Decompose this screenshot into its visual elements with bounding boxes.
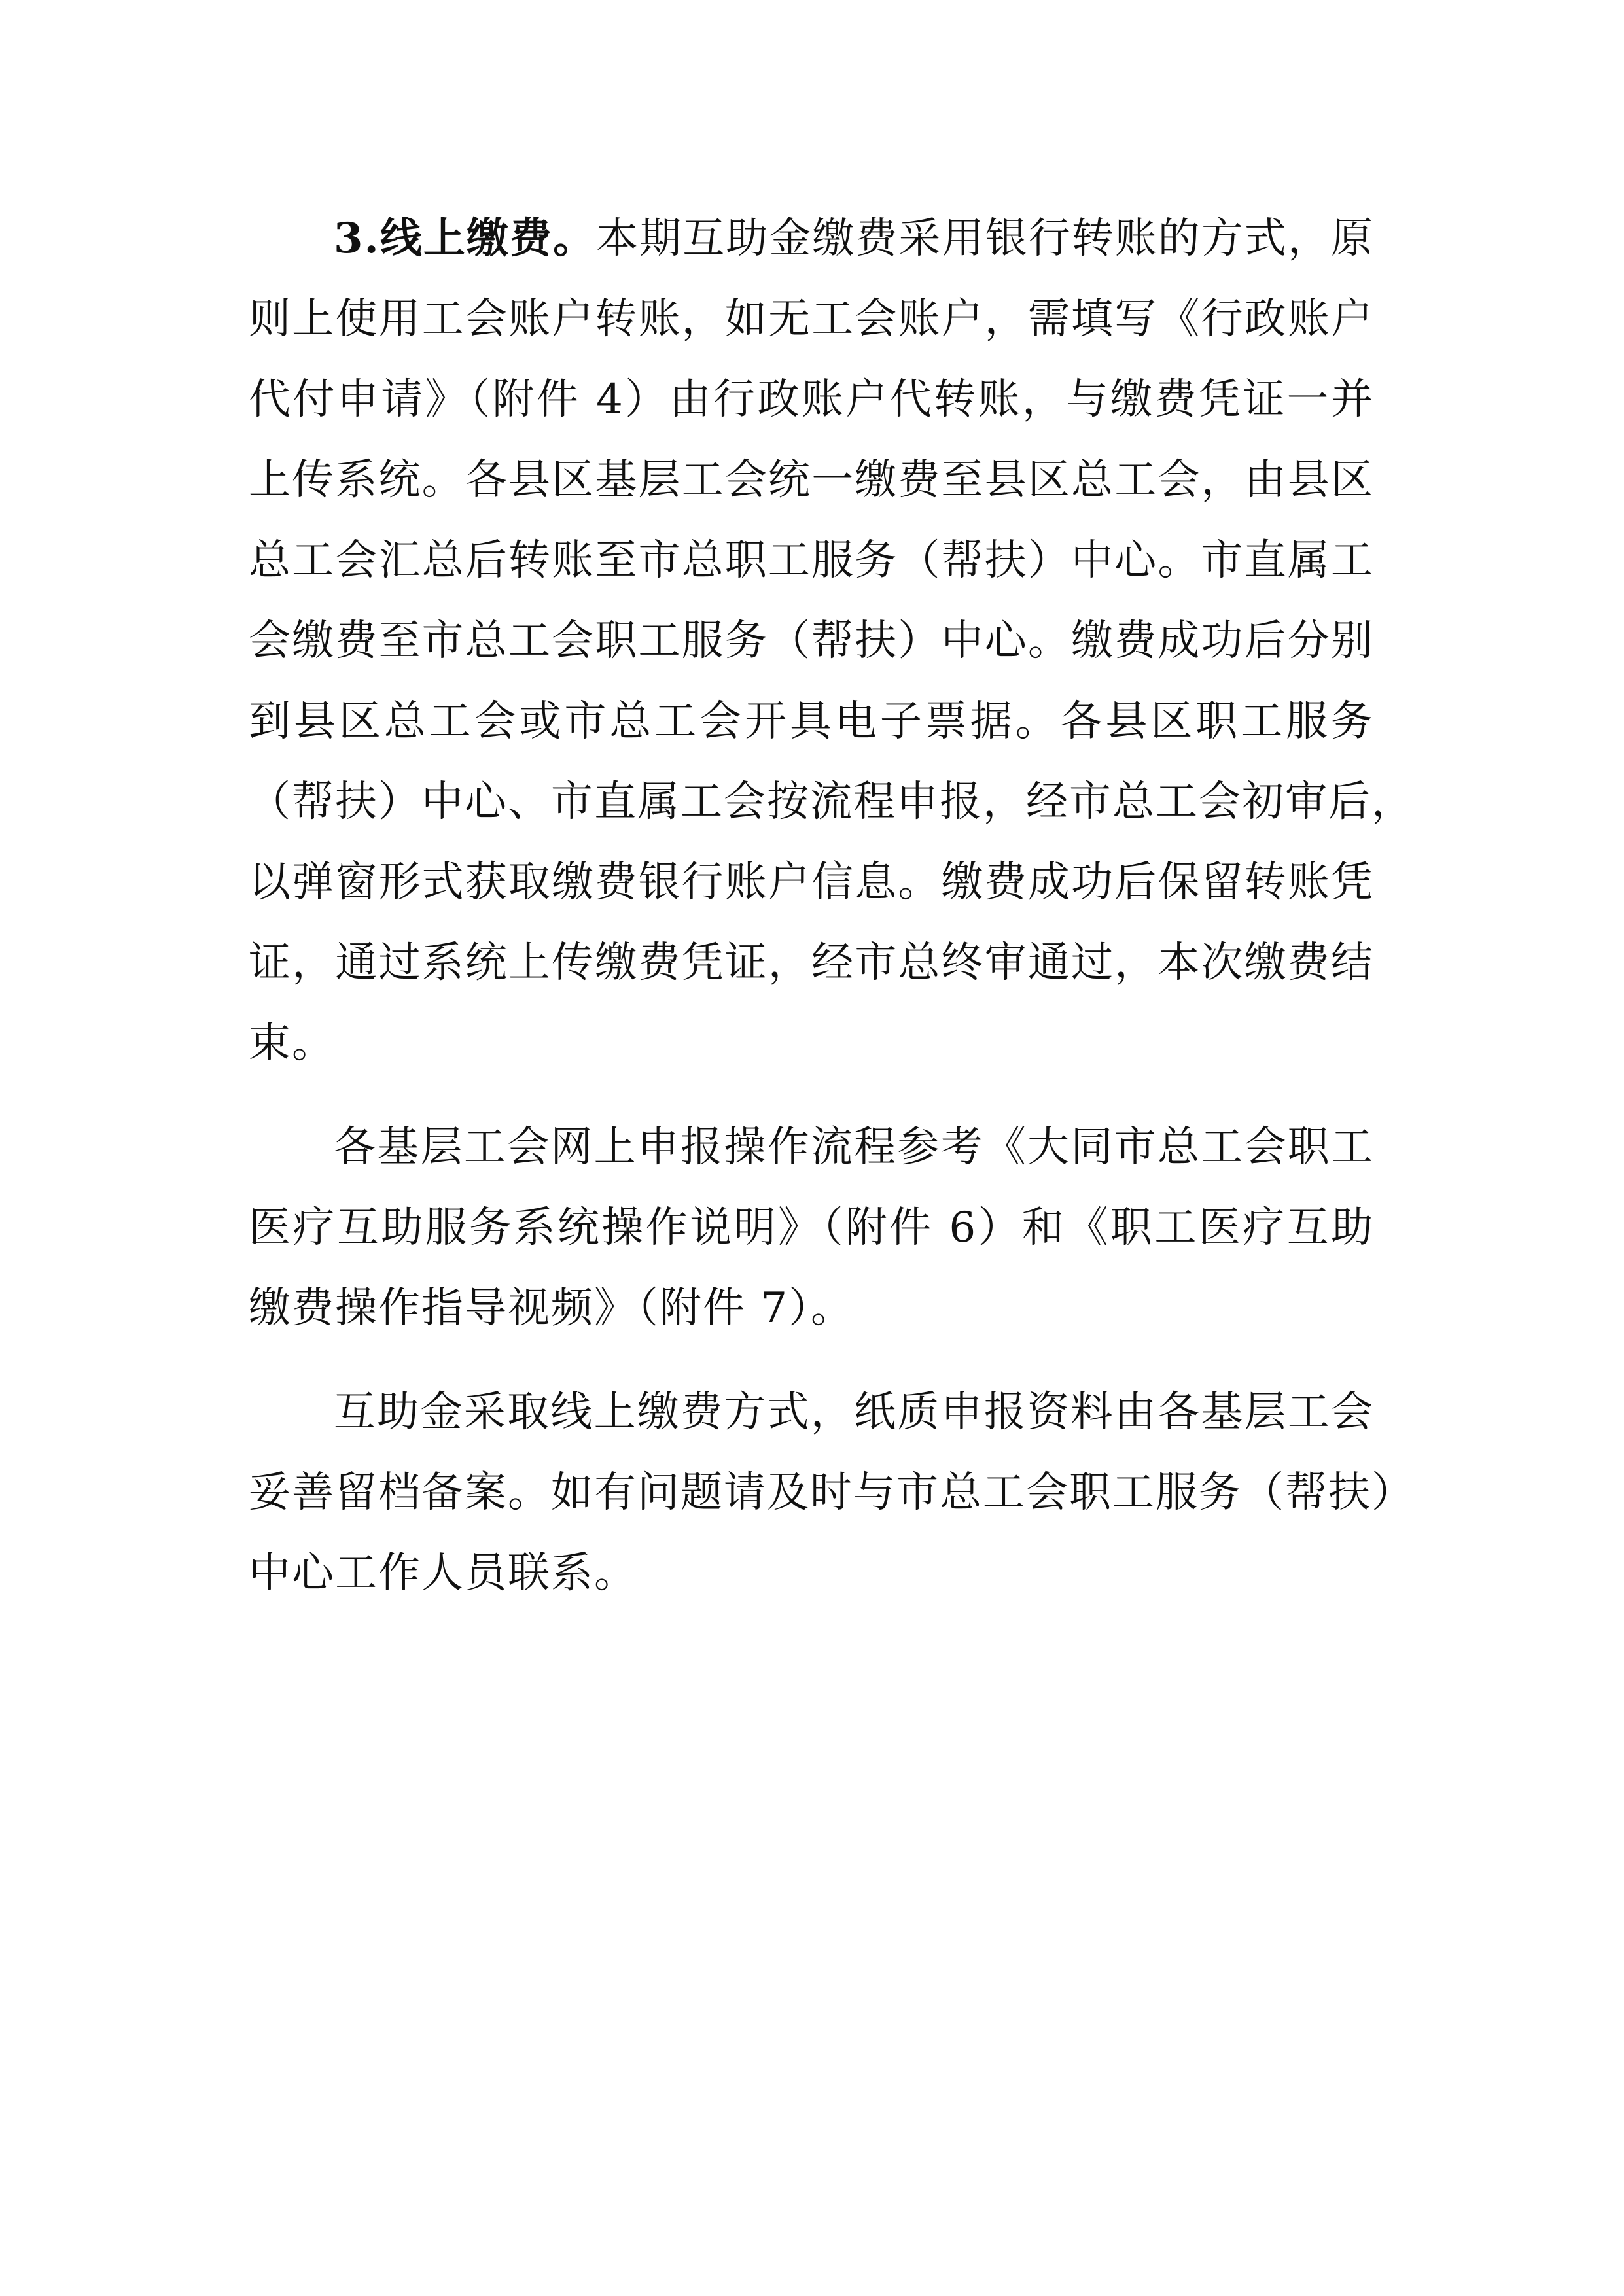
section3-line-7: 到县区总工会或市总工会开具电子票据。各县区职工服务	[249, 697, 1374, 746]
paragraph2-line-1: 各基层工会网上申报操作流程参考《大同市总工会职工	[334, 1123, 1374, 1172]
paragraph2-line-3: 缴费操作指导视频》（附件 7）。	[249, 1284, 855, 1332]
section3-line-6: 会缴费至市总工会职工服务（帮扶）中心。缴费成功后分别	[249, 617, 1374, 665]
section3-line-4: 上传系统。各县区基层工会统一缴费至县区总工会，由县区	[249, 456, 1374, 504]
section3-line-10: 证，通过系统上传缴费凭证，经市总终审通过，本次缴费结	[249, 939, 1374, 987]
section3-line-8: （帮扶）中心、市直属工会按流程申报，经市总工会初审后，	[249, 778, 1415, 826]
section3-line-9: 以弹窗形式获取缴费银行账户信息。缴费成功后保留转账凭	[249, 858, 1374, 907]
paragraph2-line-2: 医疗互助服务系统操作说明》（附件 6）和《职工医疗互助	[249, 1204, 1374, 1252]
section3-line-5: 总工会汇总后转账至市总职工服务（帮扶）中心。市直属工	[249, 536, 1374, 585]
section3-line-3: 代付申请》（附件 4）由行政账户代转账，与缴费凭证一并	[249, 375, 1374, 424]
section3-line-1-text: 本期互助金缴费采用银行转账的方式，原	[596, 215, 1375, 263]
paragraph3-line-3: 中心工作人员联系。	[249, 1549, 637, 1597]
section3-heading: 3.线上缴费。	[334, 214, 597, 263]
section3-line-2: 则上使用工会账户转账，如无工会账户，需填写《行政账户	[249, 295, 1374, 343]
paragraph3-line-1: 互助金采取线上缴费方式，纸质申报资料由各基层工会	[334, 1388, 1374, 1436]
section3-line-1	[334, 213, 1374, 265]
section3-line-11: 束。	[249, 1019, 335, 1068]
paragraph3-line-2: 妥善留档备案。如有问题请及时与市总工会职工服务（帮扶）	[249, 1469, 1415, 1517]
